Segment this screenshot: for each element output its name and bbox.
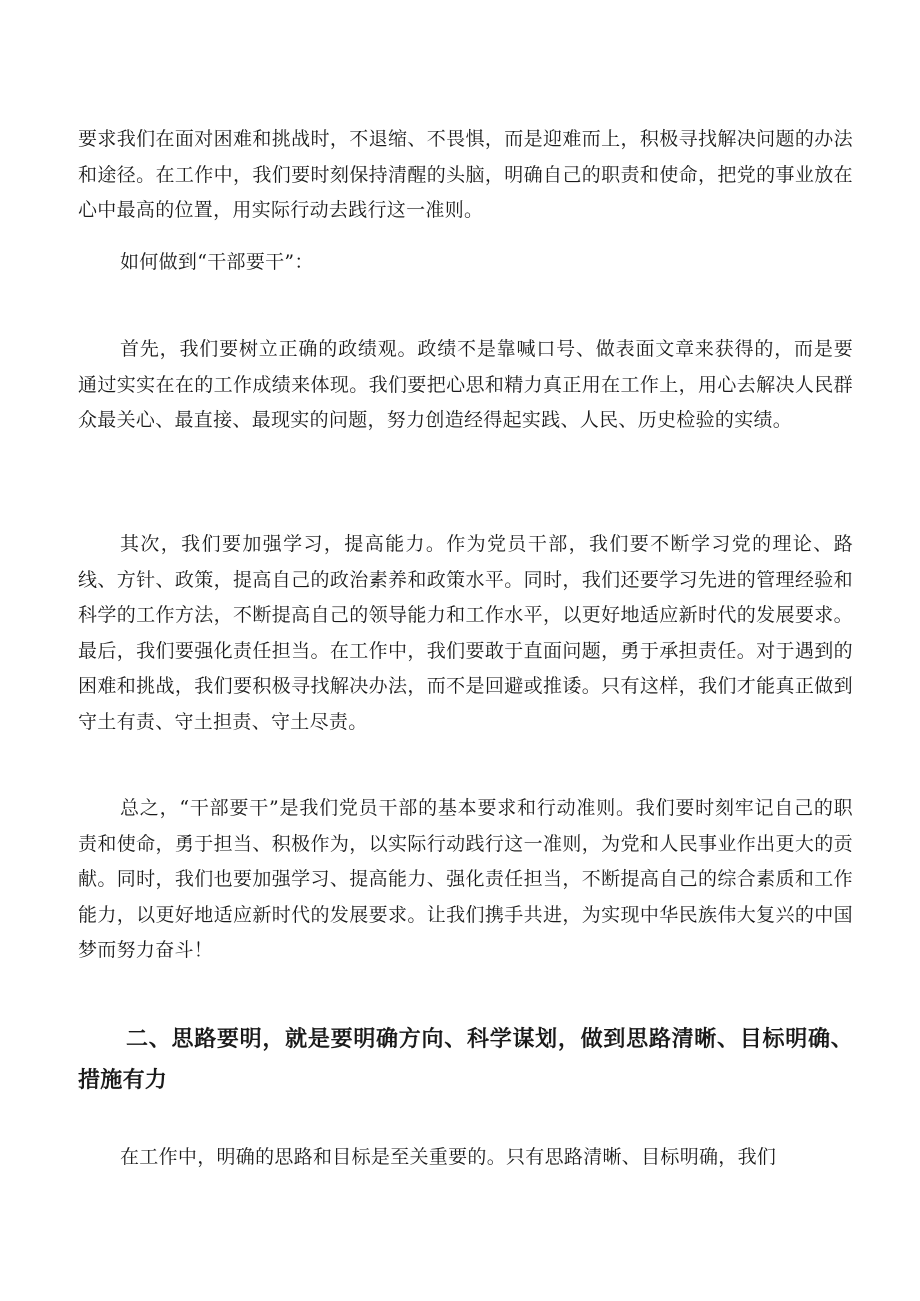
paragraph-first: 首先，我们要树立正确的政绩观。政绩不是靠喊口号、做表面文章来获得的，而是要通过实实在在的工作成绩来体现。我们要把心思和精力真正用在工作上，用心去解决人民群众最关心、最直接、最现实的问题，努力创造经得起实践、人民、历史检验的实绩。 [78, 338, 853, 431]
section-heading: 二、思路要明，就是要明确方向、科学谋划，做到思路清晰、目标明确、措施有力 [78, 1027, 853, 1093]
paragraph-how-to: 如何做到“干部要干”： [120, 251, 314, 273]
paragraph-continuation: 要求我们在面对困难和挑战时，不退缩、不畏惧，而是迎难而上，积极寻找解决问题的办法和途径。在工作中，我们要时刻保持清醒的头脑，明确自己的职责和使命，把党的事业放在心中最高的位置，用实际行动去践行这一准则。 [78, 128, 853, 221]
paragraph-second: 其次，我们要加强学习，提高能力。作为党员干部，我们要不断学习党的理论、路线、方针、政策，提高自己的政治素养和政策水平。同时，我们还要学习先进的管理经验和科学的工作方法，不断提高自己的领导能力和工作水平，以更好地适应新时代的发展要求。最后，我们要强化责任担当。在工作中，我们要敢于直面问题，勇于承担责任。对于遇到的困难和挑战，我们要积极寻找解决办法，而不是回避或推诿。只有这样，我们才能真正做到守土有责、守土担责、守土尽责。 [78, 533, 853, 733]
paragraph-conclusion: 总之，“干部要干”是我们党员干部的基本要求和行动准则。我们要时刻牢记自己的职责和使命，勇于担当、积极作为，以实际行动践行这一准则，为党和人民事业作出更大的贡献。同时，我们也要加强学习、提高能力、强化责任担当，不断提高自己的综合素质和工作能力，以更好地适应新时代的发展要求。让我们携手共进，为实现中华民族伟大复兴的中国梦而努力奋斗！ [78, 797, 853, 961]
paragraph-section-two-intro: 在工作中，明确的思路和目标是至关重要的。只有思路清晰、目标明确，我们 [120, 1146, 777, 1168]
